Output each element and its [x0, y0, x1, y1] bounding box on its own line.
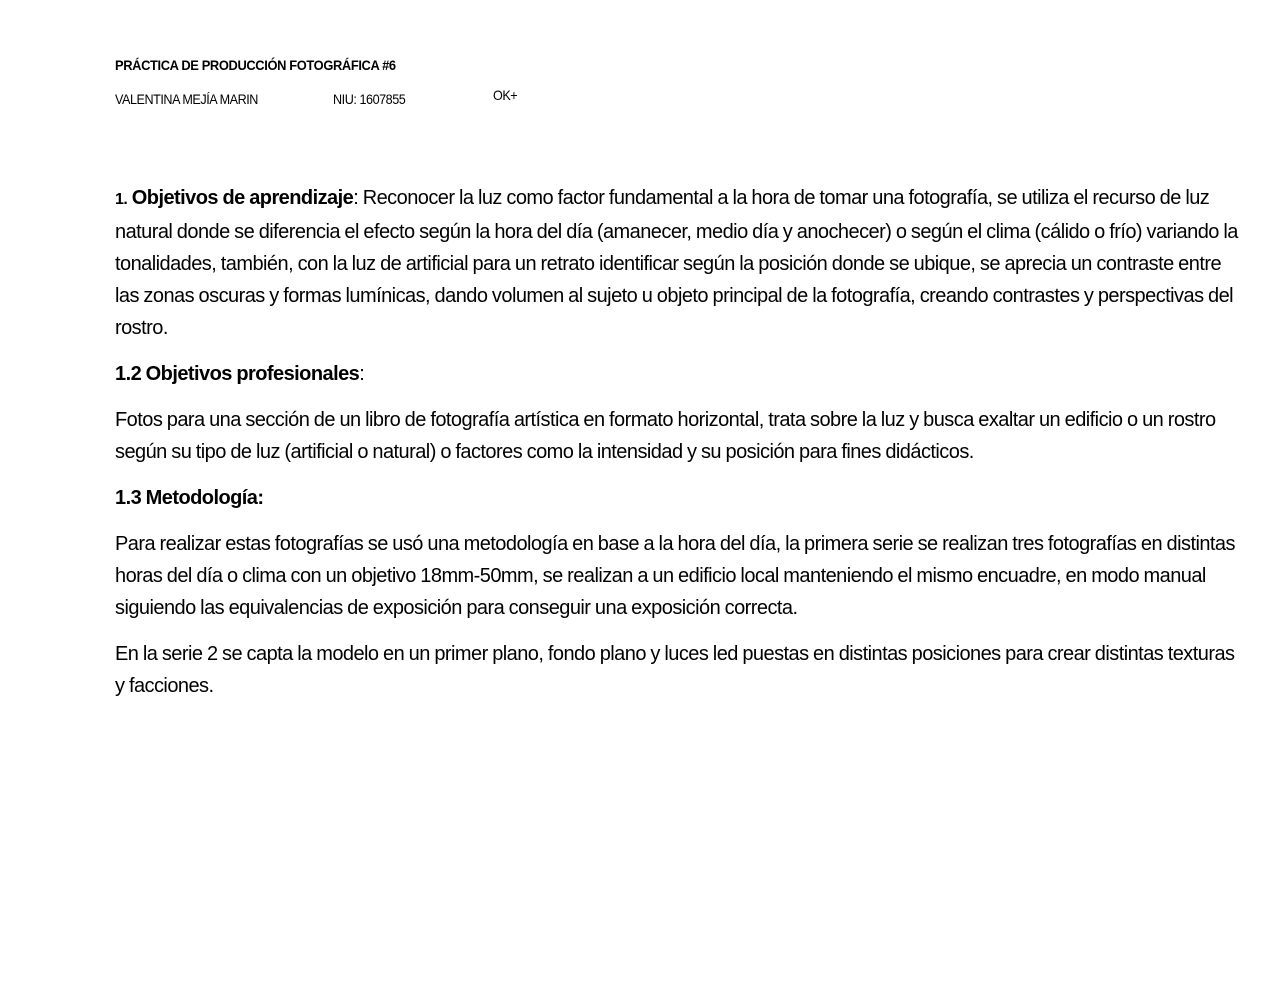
- methodology-paragraph-2: En la serie 2 se capta la modelo en un primer plano, fondo plano y luces led puestas en distintas posiciones para crear distintas texturas y facciones.: [115, 643, 1235, 697]
- learning-objectives-text: : Reconocer la luz como factor fundamental a la hora de tomar una fotografía, se utiliza el recurso de luz natural donde se diferencia el efecto según la hora del día (amanecer, medio día y anochecer) o según el clima (cálido o frío) variando la tonalidades, también, con la luz de artificial para un retrato identificar según la posición donde se ubique, se aprecia un contraste entre las zonas oscuras y formas lumínicas, dando volumen al sujeto u objeto principal de la fotografía, creando contrastes y perspectivas del rostro.: [115, 187, 1238, 339]
- grade-annotation: OK+: [493, 87, 518, 103]
- methodology-heading: 1.3 Metodología:: [115, 487, 264, 509]
- professional-objectives-text: Fotos para una sección de un libro de fotografía artística en formato horizontal, trata sobre la luz y busca exaltar un edificio o un rostro según su tipo de luz (artificial o natural) o factores como la intensidad y su posición para fines didácticos.: [115, 409, 1216, 463]
- methodology-paragraph-1: Para realizar estas fotografías se usó una metodología en base a la hora del día, la primera serie se realizan tres fotografías en distintas horas del día o clima con un objetivo 18mm-50mm, se realizan a un edificio local manteniendo el mismo encuadre, en modo manual siguiendo las equivalencias de exposición para conseguir una exposición correcta.: [115, 533, 1235, 619]
- professional-objectives-heading-line: [115, 358, 1245, 390]
- section-number: 1.: [115, 191, 128, 208]
- student-id: NIU: 1607855: [333, 91, 406, 107]
- document-title: PRÁCTICA DE PRODUCCIÓN FOTOGRÁFICA #6: [115, 57, 396, 73]
- learning-objectives-heading: Objetivos de aprendizaje: [131, 187, 354, 209]
- author-name: VALENTINA MEJÍA MARIN: [115, 91, 258, 107]
- document-body: [115, 182, 1245, 716]
- learning-objectives-paragraph: [115, 182, 1245, 344]
- professional-objectives-colon: :: [359, 363, 365, 385]
- professional-objectives-heading: 1.2 Objetivos profesionales: [115, 363, 360, 385]
